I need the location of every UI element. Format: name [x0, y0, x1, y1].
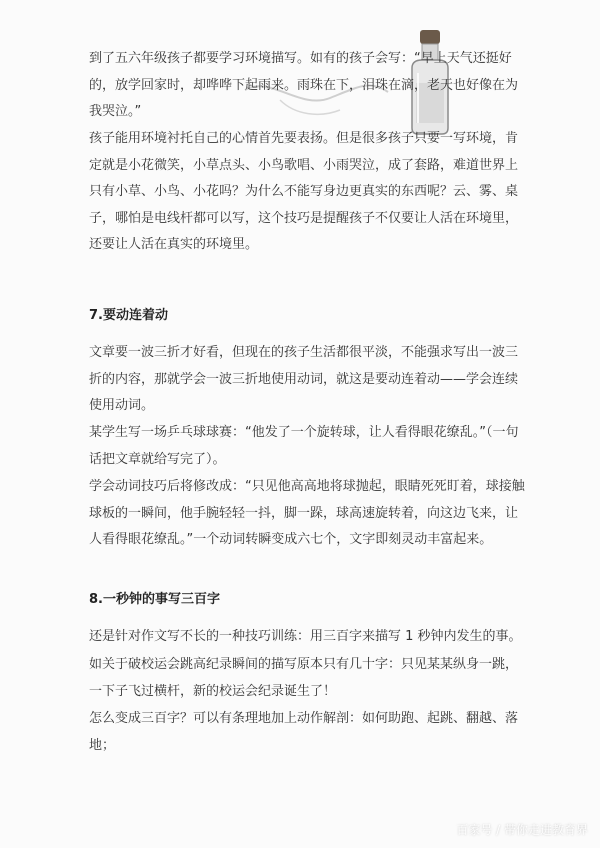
- paragraph-one-second-training: 还是针对作文写不长的一种技巧训练：用三百字来描写 1 秒钟内发生的事。: [89, 629, 522, 644]
- paragraph-environment-advice: 孩子能用环境衬托自己的心情首先要表扬。但是很多孩子只要一写环境，肯定就是小花微笑，小草点头、小鸟歌唱、小雨哭泣，成了套路，难道世界上只有小草、小鸟、小花吗？为什么不能写身边更真实的东西呢？云、雾、桌子，哪怕是电线杆都可以写，这个技巧是提醒孩子不仅要让人活在环境里，还要让人活在真实的环境里。: [89, 131, 519, 252]
- paragraph-pingpong-example: 某学生写一场乒乓球球赛：“他发了一个旋转球，让人看得眼花缭乱。”（一句话把文章就给写完了）。: [89, 425, 519, 467]
- watermark: 百家号 / 带你走进教育界: [456, 823, 588, 837]
- paragraph-revised-example: 学会动词技巧后将修改成：“只见他高高地将球抛起，眼睛死死盯着，球接触球板的一瞬间，他手腕轻轻一抖，脚一跺，球高速旋转着，向这边飞来，让人看得眼花缭乱。”一个动词转瞬变成六七个，文字即刻灵动丰富起来。: [89, 479, 525, 547]
- heading-section-8: 8.一秒钟的事写三百字: [89, 592, 220, 607]
- paragraph-expand-method: 怎么变成三百字？可以有条理地加上动作解剖：如何助跑、起跳、翻越、落地；: [89, 711, 519, 753]
- paragraph-verb-technique: 文章要一波三折才好看，但现在的孩子生活都很平淡，不能强求写出一波三折的内容，那就学会一波三折地使用动词，就这是要动连着动——学会连续使用动词。: [89, 345, 519, 413]
- paragraph-high-jump-example: 如关于破校运会跳高纪录瞬间的描写原本只有几十字：只见某某纵身一跳，一下子飞过横杆，新的校运会纪录诞生了！: [89, 657, 519, 699]
- paragraph-environment-example: 到了五六年级孩子都要学习环境描写。如有的孩子会写：“早上天气还挺好的，放学回家时，却哗哗下起雨来。雨珠在下，泪珠在滴，老天也好像在为我哭泣。”: [89, 51, 519, 119]
- heading-section-7: 7.要动连着动: [89, 308, 168, 323]
